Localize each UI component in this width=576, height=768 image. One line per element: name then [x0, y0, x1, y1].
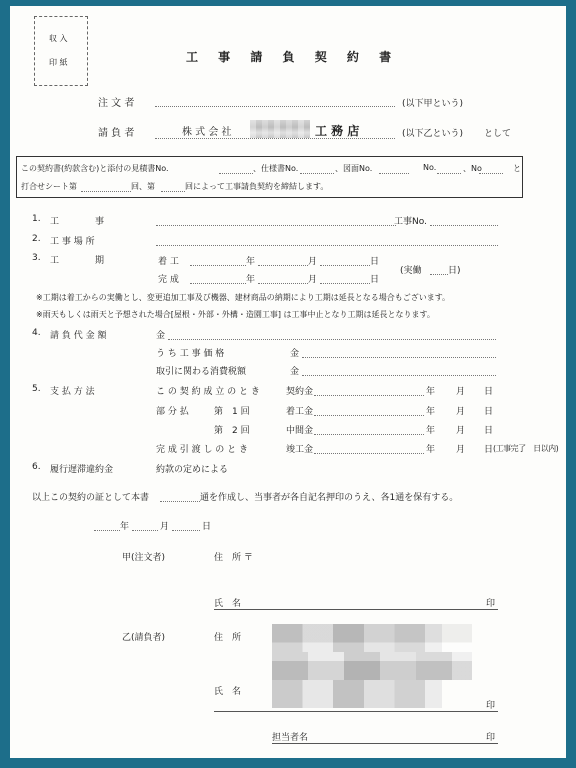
- item2-label: 工 事 場 所: [50, 237, 95, 247]
- company-suffix: 工 務 店: [315, 124, 360, 138]
- on-completion-label: 完 成 引 渡 し の と き: [156, 445, 249, 455]
- deposit-label: 契約金: [286, 387, 314, 397]
- item2-line: [156, 245, 498, 246]
- party-a-name-label: 氏 名: [214, 599, 242, 609]
- note-2: ※雨天もしくは雨天と予想された場合[屋根・外部・外構・造園工事] は工事中止となり工期は延長となります。: [36, 310, 435, 319]
- blank-line: [160, 501, 200, 502]
- notice-line1-text1: この契約書(約款含む)と添付の見積書No.: [21, 164, 169, 173]
- contract-amount-line: [168, 339, 496, 340]
- redaction-shade: [272, 624, 472, 680]
- tax-label: 取引に関わる消費税額: [156, 367, 247, 377]
- item1-work-number-label: 工事No.: [394, 217, 427, 227]
- as-word: として: [484, 129, 512, 139]
- item1-line: [156, 225, 396, 226]
- stamp-label-line2: 印 紙: [49, 58, 68, 67]
- attachment-notice-box: [16, 156, 523, 198]
- item4-number: 4.: [32, 328, 41, 338]
- orderer-label: 注 文 者: [98, 98, 135, 109]
- item6-label: 履行遅滞違約金: [50, 465, 114, 475]
- mid-fee-day: 日: [484, 426, 494, 436]
- actual-days-close: 日): [448, 266, 461, 276]
- mid-fee-year: 年: [426, 426, 436, 436]
- completion-year: 年: [246, 275, 256, 285]
- item6-value: 約款の定めによる: [156, 465, 229, 475]
- date-year: 年: [120, 522, 130, 532]
- orderer-suffix: (以下甲という): [402, 99, 464, 109]
- on-contract-label: こ の 契 約 成 立 の と き: [156, 387, 260, 397]
- deposit-month: 月: [456, 387, 466, 397]
- party-b-label: 乙(請負者): [122, 633, 166, 643]
- item5-number: 5.: [32, 384, 41, 394]
- blank-line: [161, 191, 185, 192]
- company-prefix: 株 式 会 社: [182, 127, 232, 138]
- second-installment-label: 第 2 回: [214, 426, 250, 436]
- blank-line: [81, 191, 131, 192]
- blank-line: [320, 283, 370, 284]
- item5-label: 支 払 方 法: [50, 387, 95, 397]
- blank-line: [320, 265, 370, 266]
- final-fee-label: 竣工金: [286, 445, 314, 455]
- partial-payment-label: 部 分 払: [156, 407, 189, 417]
- completion-month: 月: [308, 275, 318, 285]
- blank-line: [314, 434, 424, 435]
- blank-line: [479, 173, 503, 174]
- start-fee-day: 日: [484, 407, 494, 417]
- blank-line: [430, 274, 448, 275]
- item1-label: 工 事: [50, 217, 105, 227]
- date-day: 日: [202, 522, 212, 532]
- mid-fee-month: 月: [456, 426, 466, 436]
- notice-line2-text2: 回、第: [131, 182, 155, 191]
- blank-line: [172, 530, 200, 531]
- contract-sheet: [10, 6, 566, 758]
- blank-line: [302, 357, 496, 358]
- party-a-address-label: 住 所 〒: [214, 553, 253, 563]
- notice-line2-text1: 打合せシート第: [21, 182, 77, 191]
- notice-line1-text3: 、図面No.: [335, 164, 373, 173]
- deposit-year: 年: [426, 387, 436, 397]
- blank-line: [190, 265, 246, 266]
- construction-price-prefix: 金: [290, 349, 300, 359]
- date-month: 月: [160, 522, 170, 532]
- party-a-label: 甲(注文者): [122, 553, 166, 563]
- start-fee-year: 年: [426, 407, 436, 417]
- completion-day: 日: [370, 275, 380, 285]
- blank-line: [258, 265, 308, 266]
- completion-within-days: (工事完了 日以内): [493, 444, 559, 453]
- blank-line: [258, 283, 308, 284]
- item1-number: 1.: [32, 214, 41, 224]
- notice-line2-text3: 回によって工事請負契約を締結します。: [185, 182, 329, 191]
- item3-label: 工 期: [50, 256, 105, 266]
- blank-line: [94, 530, 120, 531]
- first-installment-label: 第 1 回: [214, 407, 250, 417]
- notice-line1-text5: 、No: [463, 164, 482, 173]
- notice-line1-text6: と: [513, 164, 521, 173]
- final-fee-day: 日: [484, 445, 494, 455]
- party-a-name-line: [214, 609, 498, 610]
- blank-line: [314, 415, 424, 416]
- redacted-company-name: [250, 120, 310, 138]
- blank-line: [132, 530, 158, 531]
- contractor-line: [155, 138, 395, 139]
- orderer-line: [155, 106, 395, 107]
- staff-name-label: 担当者名: [272, 733, 309, 743]
- blank-line: [437, 173, 461, 174]
- redacted-name: [272, 680, 442, 708]
- note-1: ※工期は着工からの実働とし、変更追加工事及び機器、建材商品の納期により工期は延長となる場合もございます。: [36, 293, 451, 302]
- actual-days-open: (実働: [400, 266, 422, 276]
- closing-text-1: 以上この契約の証として本書: [32, 493, 150, 503]
- mid-fee-label: 中間金: [286, 426, 314, 436]
- final-fee-year: 年: [426, 445, 436, 455]
- document-title: 工 事 請 負 契 約 書: [186, 50, 400, 64]
- staff-seal: 印: [486, 733, 496, 743]
- blank-line: [300, 173, 334, 174]
- stamp-label-line1: 収 入: [49, 34, 68, 43]
- party-b-address-label: 住 所: [214, 633, 242, 643]
- blank-line: [314, 453, 424, 454]
- start-fee-month: 月: [456, 407, 466, 417]
- item3-number: 3.: [32, 253, 41, 263]
- closing-text-2: 通を作成し、当事者が各自記名押印のうえ、各1通を保有する。: [200, 493, 459, 503]
- party-b-seal: 印: [486, 701, 496, 711]
- notice-line1-text2: 、仕様書No.: [253, 164, 299, 173]
- start-fee-label: 着工金: [286, 407, 314, 417]
- item2-number: 2.: [32, 234, 41, 244]
- deposit-day: 日: [484, 387, 494, 397]
- item1-work-number-line: [430, 225, 498, 226]
- party-a-seal: 印: [486, 599, 496, 609]
- item6-number: 6.: [32, 462, 41, 472]
- construction-price-label: う ち 工 事 価 格: [156, 349, 225, 359]
- contractor-suffix: (以下乙という): [402, 129, 464, 139]
- blank-line: [379, 173, 409, 174]
- start-day: 日: [370, 257, 380, 267]
- contractor-label: 請 負 者: [98, 128, 135, 139]
- start-label: 着 工: [158, 257, 179, 267]
- party-b-name-label: 氏 名: [214, 687, 242, 697]
- start-month: 月: [308, 257, 318, 267]
- blank-line: [302, 375, 496, 376]
- contract-amount-prefix: 金: [156, 331, 166, 341]
- start-year: 年: [246, 257, 256, 267]
- final-fee-month: 月: [456, 445, 466, 455]
- staff-name-line: [272, 743, 498, 744]
- tax-prefix: 金: [290, 367, 300, 377]
- blank-line: [190, 283, 246, 284]
- completion-label: 完 成: [158, 275, 179, 285]
- item4-label: 請 負 代 金 額: [50, 331, 107, 341]
- revenue-stamp-box: [34, 16, 88, 86]
- party-b-name-line: [214, 711, 498, 712]
- blank-line: [219, 173, 253, 174]
- blank-line: [314, 395, 424, 396]
- notice-line1-text4: No.: [423, 163, 437, 172]
